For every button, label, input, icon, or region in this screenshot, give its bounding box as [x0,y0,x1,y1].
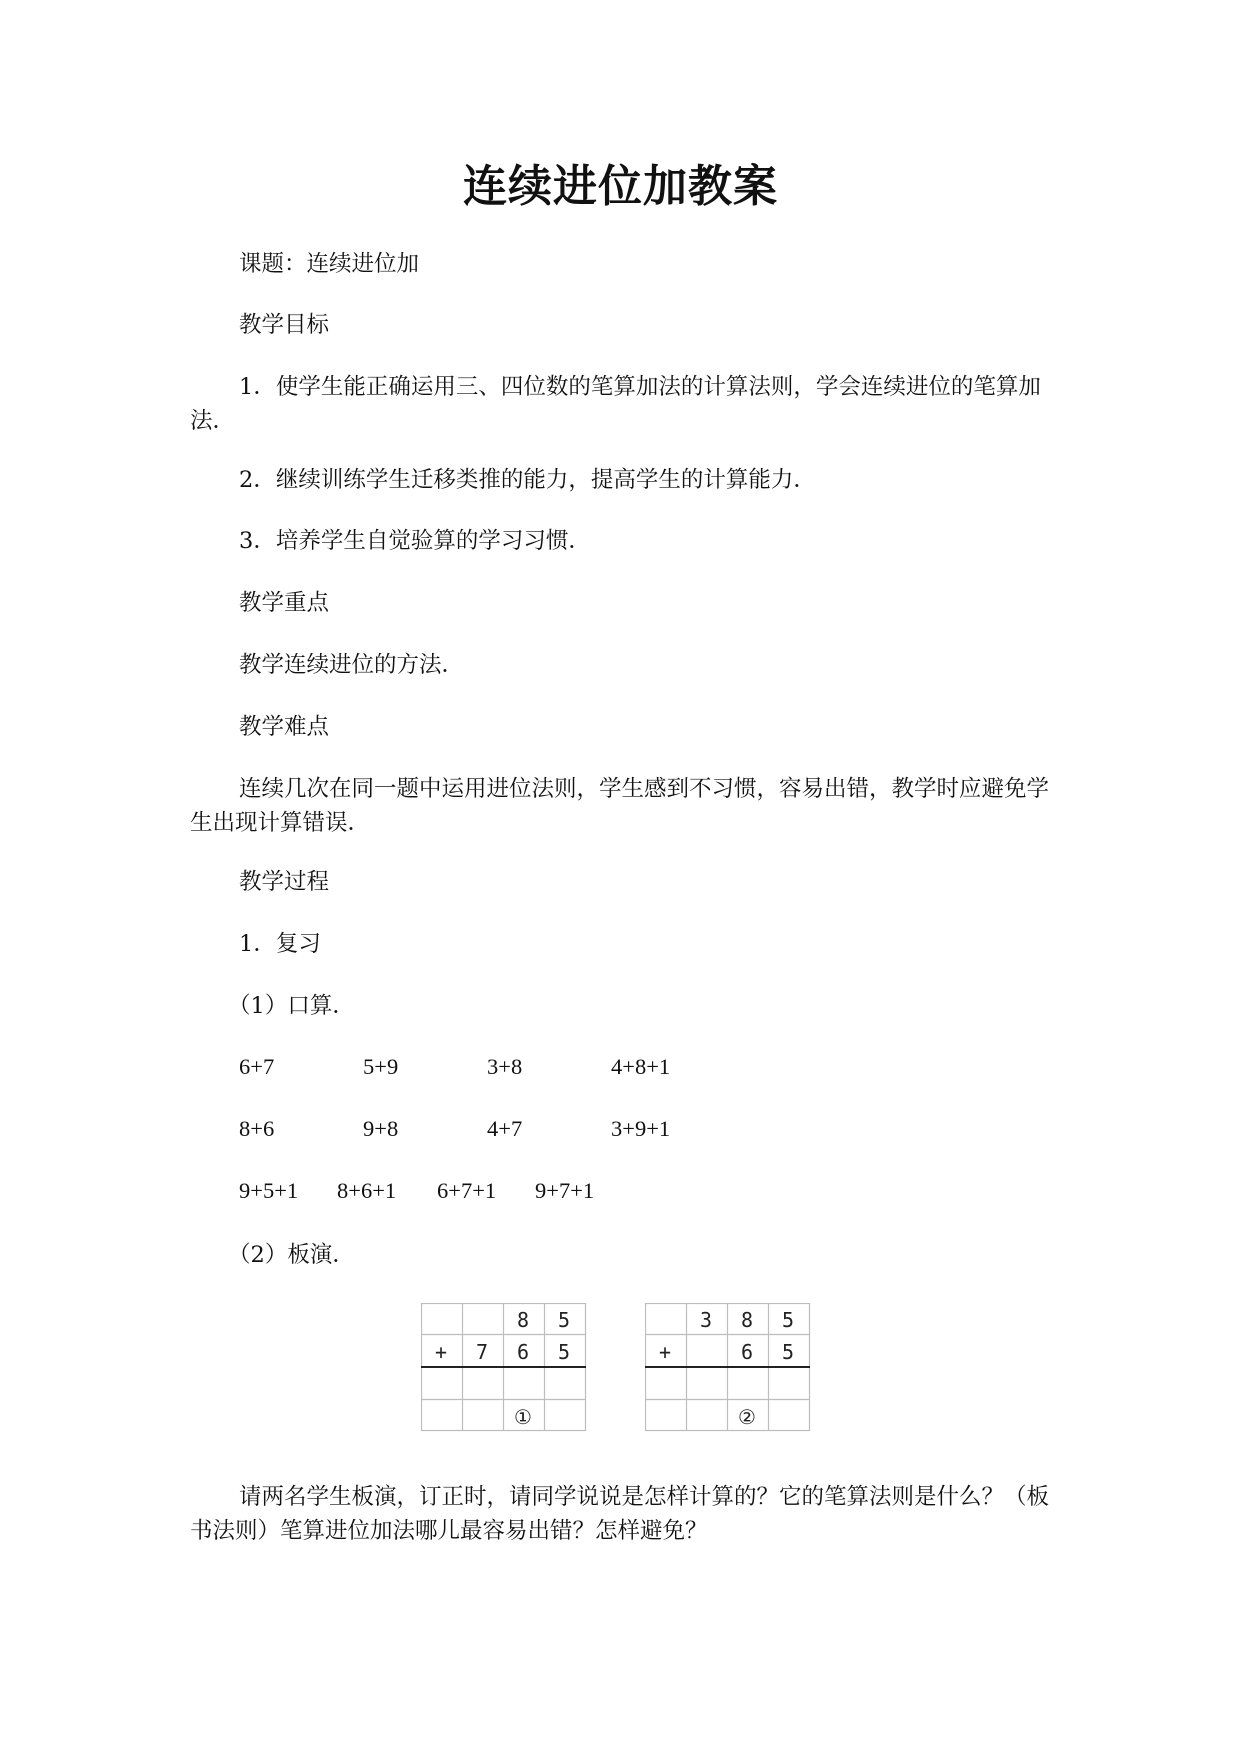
plus-sign: + [658,1340,672,1364]
oral-item: 8+6+1 [337,1178,397,1203]
page-title: 连续进位加教案 [463,161,778,212]
digit: 8 [516,1308,530,1332]
digit: 5 [557,1340,571,1364]
board-heading: （2）板演． [228,1242,355,1268]
closing-text: 请两名学生板演，订正时，请同学说说是怎样计算的？它的笔算法则是什么？（板书法则）笔算进位加法哪儿最容易出错？怎样避免？ [190,1484,1050,1544]
problem-label: ② [738,1405,756,1429]
oral-item: 9+5+1 [239,1178,299,1203]
oral-item: 3+9+1 [611,1116,671,1141]
key-text: 教学连续进位的方法． [239,652,465,678]
difficulty-heading: 教学难点 [239,714,330,740]
digit: 5 [781,1340,795,1364]
oral-item: 4+8+1 [611,1054,671,1079]
oral-item: 4+7 [487,1116,523,1141]
board-grid-2 [645,1303,811,1432]
digit: 5 [557,1308,571,1332]
oral-item: 9+8 [363,1116,399,1141]
goal-item: 2．继续训练学生迁移类推的能力，提高学生的计算能力． [239,467,816,493]
digit: 3 [699,1308,713,1332]
review-heading: 1．复习 [239,931,321,957]
digit: 7 [475,1340,489,1364]
goals-heading: 教学目标 [239,312,330,338]
oral-heading: （1）口算． [228,993,355,1019]
oral-item: 5+9 [363,1054,399,1079]
goal-item: 3．培养学生自觉验算的学习习惯． [239,528,591,554]
oral-item: 8+6 [239,1116,275,1141]
digit: 6 [740,1340,754,1364]
digit: 6 [516,1340,530,1364]
digit: 8 [740,1308,754,1332]
problem-label: ① [514,1405,532,1429]
oral-item: 3+8 [487,1054,523,1079]
oral-item: 6+7 [239,1054,275,1079]
digit: 5 [781,1308,795,1332]
key-heading: 教学重点 [239,590,330,616]
plus-sign: + [434,1340,448,1364]
process-heading: 教学过程 [239,869,330,895]
goal-item: 1．使学生能正确运用三、四位数的笔算加法的计算法则，学会连续进位的笔算加法． [190,374,1041,434]
difficulty-text: 连续几次在同一题中运用进位法则，学生感到不习惯，容易出错，教学时应避免学生出现计算错误． [190,776,1050,836]
oral-item: 9+7+1 [535,1178,595,1203]
board-grid-1 [421,1303,587,1432]
subject-line: 课题：连续进位加 [239,251,420,277]
oral-item: 6+7+1 [437,1178,497,1203]
